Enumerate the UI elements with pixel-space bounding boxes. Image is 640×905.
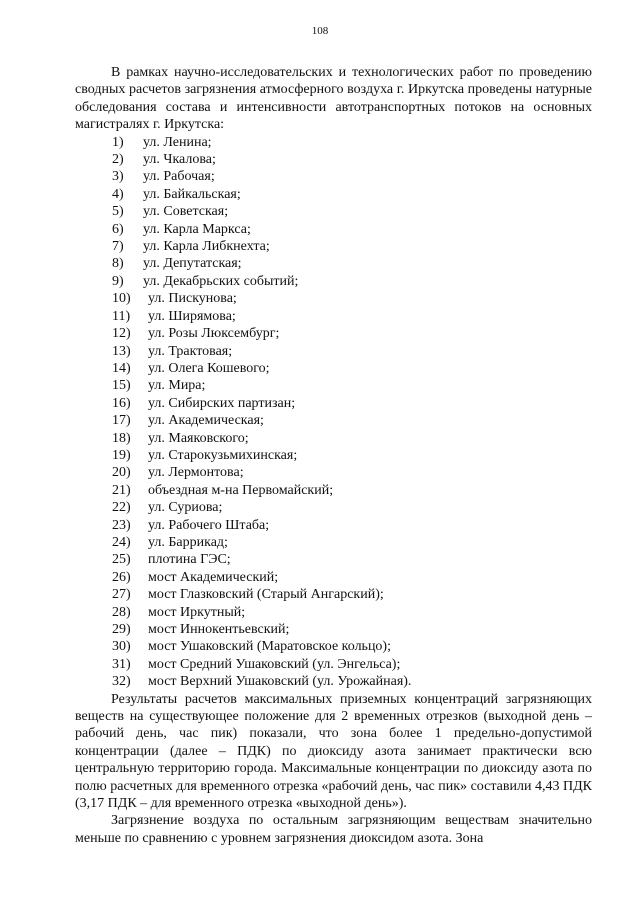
list-item-text: ул. Ширямова; xyxy=(148,308,236,324)
list-item xyxy=(75,447,592,464)
list-item-text: мост Иркутный; xyxy=(148,604,246,620)
list-item xyxy=(75,604,592,621)
list-item xyxy=(75,377,592,394)
list-item-text: мост Средний Ушаковский (ул. Энгельса); xyxy=(148,656,401,672)
list-item-text: плотина ГЭС; xyxy=(148,552,231,568)
list-item-number: 30) xyxy=(112,639,131,655)
list-item-number: 6) xyxy=(112,221,124,237)
list-item xyxy=(75,551,592,568)
street-list xyxy=(75,134,592,691)
list-item-number: 14) xyxy=(112,360,131,376)
list-item-number: 9) xyxy=(112,273,124,289)
list-item-number: 15) xyxy=(112,378,131,394)
list-item xyxy=(75,255,592,272)
list-item xyxy=(75,273,592,290)
list-item-text: ул. Карла Маркса; xyxy=(143,221,251,237)
document-body xyxy=(75,64,592,847)
list-item-text: ул. Баррикад; xyxy=(148,534,228,550)
list-item-number: 29) xyxy=(112,622,131,637)
list-item-text: ул. Олега Кошевого; xyxy=(148,360,270,376)
list-item xyxy=(75,517,592,534)
list-item xyxy=(75,290,592,307)
list-item xyxy=(75,412,592,429)
list-item-text: мост Глазковский (Старый Ангарский); xyxy=(148,587,384,603)
list-item-text: ул. Мира; xyxy=(148,378,206,394)
list-item xyxy=(75,499,592,516)
list-item xyxy=(75,238,592,255)
list-item xyxy=(75,221,592,238)
list-item xyxy=(75,168,592,185)
list-item-number: 16) xyxy=(112,395,131,411)
list-item-text: ул. Академическая; xyxy=(148,413,264,429)
list-item-text: мост Академический; xyxy=(148,569,279,585)
results-paragraph: Результаты расчетов максимальных приземных концентраций загрязняющих веществ на существующее положение для 2 временных отрезков (выходной день – рабочий день, час пик) показали, что зона более 1 предельно-допустимой концентрации (далее – ПДК) по диоксиду азота занимает практически всю центральную территорию города. Максимальные концентрации по диоксиду азота по полю расчетных для временного отрезка «рабочий день, час пик» составили 4,43 ПДК (3,17 ПДК – для временного отрезка «выходной день»). xyxy=(75,691,592,812)
list-item xyxy=(75,186,592,203)
list-item-number: 8) xyxy=(112,256,124,272)
intro-paragraph: В рамках научно-исследовательских и технологических работ по проведению сводных расчетов загрязнения атмосферного воздуха г. Иркутска проведены натурные обследования состава и интенсивности автотранспортных потоков на основных магистралях г. Иркутска: xyxy=(75,65,592,133)
list-item xyxy=(75,464,592,481)
list-item-text: мост Ушаковский (Маратовское кольцо); xyxy=(148,639,391,655)
list-item xyxy=(75,569,592,586)
list-item-number: 4) xyxy=(112,186,124,202)
list-item-text: мост Иннокентьевский; xyxy=(148,622,290,637)
list-item xyxy=(75,621,592,638)
list-item-number: 5) xyxy=(112,204,124,220)
list-item-text: ул. Пискунова; xyxy=(148,291,237,307)
list-item-number: 10) xyxy=(112,291,131,307)
list-item-text: ул. Розы Люксембург; xyxy=(148,326,280,342)
list-item-text: ул. Сибирских партизан; xyxy=(148,395,296,411)
list-item-text: ул. Карла Либкнехта; xyxy=(143,239,270,255)
list-item xyxy=(75,395,592,412)
list-item-text: мост Верхний Ушаковский (ул. Урожайная). xyxy=(148,674,412,690)
list-item xyxy=(75,586,592,603)
list-item-number: 32) xyxy=(112,674,131,690)
list-item-text: ул. Декабрьских событий; xyxy=(143,273,299,289)
list-item xyxy=(75,360,592,377)
list-item-text: ул. Лермонтова; xyxy=(148,465,244,481)
list-item-number: 20) xyxy=(112,465,131,481)
list-item-number: 31) xyxy=(112,656,131,672)
list-item-number: 2) xyxy=(112,152,124,168)
list-item-number: 13) xyxy=(112,343,131,359)
list-item-text: объездная м-на Первомайский; xyxy=(148,482,334,498)
list-item-text: ул. Чкалова; xyxy=(143,152,216,168)
list-item xyxy=(75,673,592,690)
list-item xyxy=(75,430,592,447)
list-item-number: 28) xyxy=(112,604,131,620)
list-item xyxy=(75,134,592,151)
list-item xyxy=(75,203,592,220)
list-item-text: ул. Ленина; xyxy=(143,134,212,150)
list-item-text: ул. Маяковского; xyxy=(148,430,249,446)
list-item-number: 26) xyxy=(112,569,131,585)
list-item xyxy=(75,308,592,325)
list-item-number: 23) xyxy=(112,517,131,533)
list-item xyxy=(75,534,592,551)
list-item-number: 27) xyxy=(112,587,131,603)
list-item-number: 25) xyxy=(112,552,131,568)
list-item xyxy=(75,325,592,342)
list-item-number: 21) xyxy=(112,482,131,498)
list-item-number: 22) xyxy=(112,500,131,516)
list-item xyxy=(75,656,592,673)
list-item xyxy=(75,343,592,360)
list-item-text: ул. Рабочая; xyxy=(143,169,215,185)
list-item-number: 24) xyxy=(112,534,131,550)
list-item-number: 17) xyxy=(112,413,131,429)
list-item-number: 1) xyxy=(112,134,124,150)
list-item-number: 12) xyxy=(112,326,131,342)
list-item-text: ул. Депутатская; xyxy=(143,256,242,272)
list-item xyxy=(75,151,592,168)
list-item xyxy=(75,482,592,499)
list-item-text: ул. Рабочего Штаба; xyxy=(148,517,270,533)
list-item-text: ул. Советская; xyxy=(143,204,229,220)
list-item-text: ул. Старокузьмихинская; xyxy=(148,447,298,463)
list-item xyxy=(75,638,592,655)
final-paragraph: Загрязнение воздуха по остальным загрязняющим веществам значительно меньше по сравнению с уровнем загрязнения диоксидом азота. Зона xyxy=(75,813,592,846)
list-item-number: 11) xyxy=(112,308,131,324)
list-item-text: ул. Суриова; xyxy=(148,500,223,516)
list-item-text: ул. Байкальская; xyxy=(143,186,241,202)
list-item-number: 7) xyxy=(112,239,124,255)
list-item-number: 19) xyxy=(112,447,131,463)
list-item-text: ул. Трактовая; xyxy=(148,343,233,359)
list-item-number: 18) xyxy=(112,430,131,446)
list-item-number: 3) xyxy=(112,169,124,185)
page-number: 108 xyxy=(311,25,329,37)
